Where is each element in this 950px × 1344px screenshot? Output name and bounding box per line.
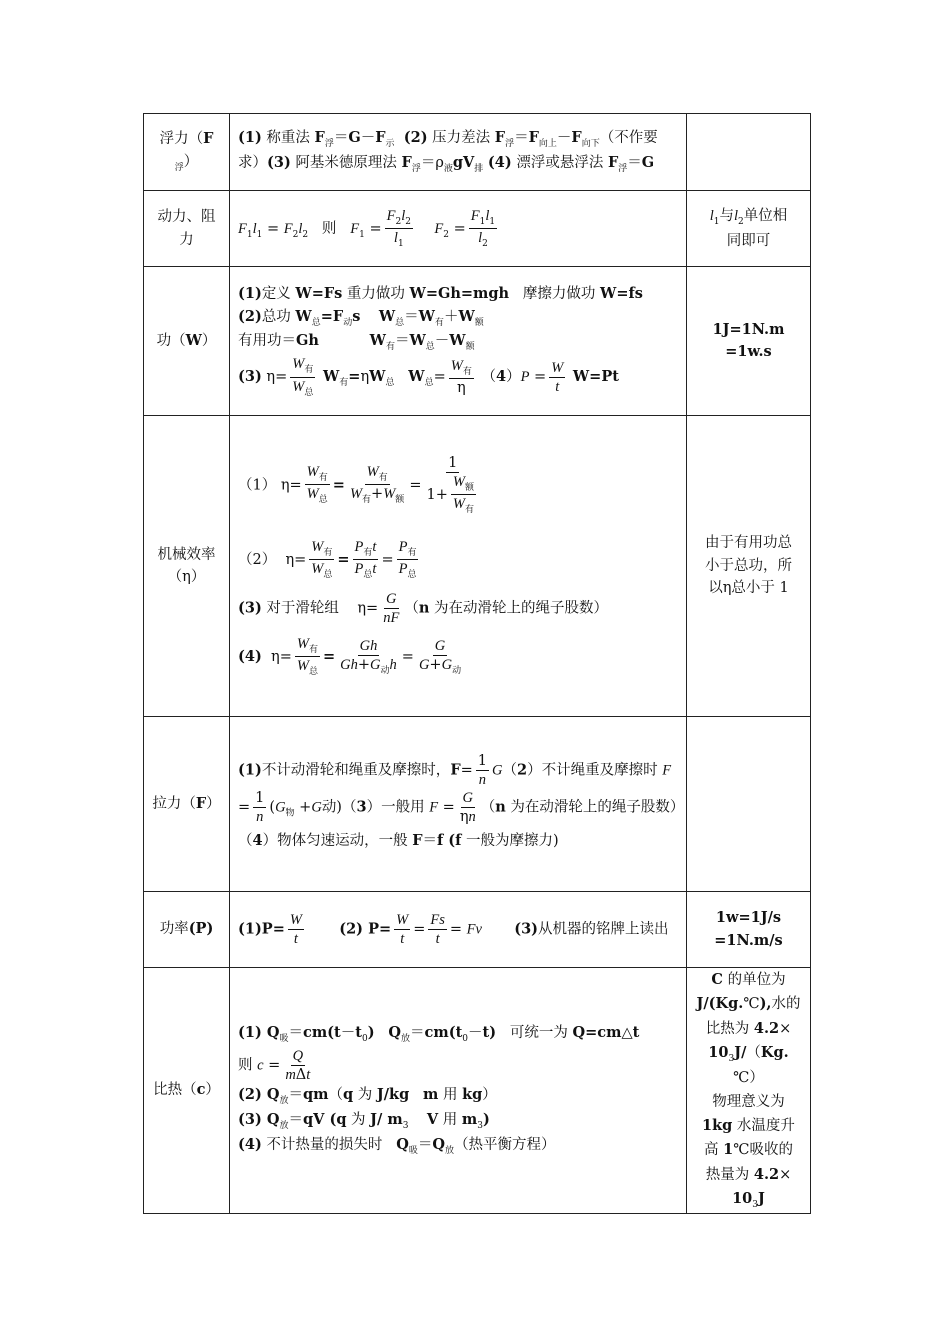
row-label-specific-heat: 比热（c） bbox=[144, 968, 230, 1214]
row-content-efficiency: （1） η= $\frac{W_有}{W_总}$ = $\frac{W_有}{W_有+W_额}$ = 1 1+ $\frac{W_额}{W_有}$ （2） η= $\frac{W_有}{W_总}$ = $\frac{P_有t}{P_总t}$ = $\frac{P_有}{P_总}$ (3) 对于滑轮组 η= $\frac{G}{nF}$ （n 为在动滑轮上的绳子股数） (4) η= $\frac{W_有}{W_总}$ = $\frac{Gh}{Gh+G_动h}$ = $\frac{G}{G+G_动}$ bbox=[230, 416, 687, 717]
row-label-efficiency: 机械效率 （η） bbox=[144, 416, 230, 717]
row-content-work: (1)定义 W=Fs 重力做功 W=Gh=mgh 摩擦力做功 W=fs (2)总功 $W_总=F_动s$ $W_总=W_有+W_额$ 有用功＝Gh $W_有=W_总-W_额$ (3) η= $\frac{W_有}{W_总}$ $W_有=\eta W_总$ $W_总=$ $\frac{W_有}{\eta}$ （4）P = $\frac{W}{t}$ W=Pt bbox=[230, 267, 687, 416]
row-label-buoyancy: 浮力（F $_浮$） bbox=[144, 114, 230, 191]
row-note-efficiency: 由于有用功总 小于总功，所 以η总小于 1 bbox=[687, 416, 811, 717]
row-note-pull-force bbox=[687, 717, 811, 892]
row-content-pull-force: (1)不计动滑轮和绳重及摩擦时，F= $\frac{1}{n}$ G（2）不计绳重及摩擦时 F = $\frac{1}{n}$ ($G_物 +G$动)（3）一般用 F = $\frac{G}{\eta n}$ （n 为在动滑轮上的绳子股数）（4）物体匀速运动，一般 F＝f (f 一般为摩擦力) bbox=[230, 717, 687, 892]
row-note-buoyancy bbox=[687, 114, 811, 191]
row-note-force-arm: $l_1$与$l_2$单位相 同即可 bbox=[687, 191, 811, 267]
row-content-buoyancy: (1) 称重法 $F_浮=G-F_示$ (2) 压力差法 $F_浮=F_{向上}-F_{向下}$（不作要求）(3) 阿基米德原理法 $F_浮=\rho_液gV_排$ (4) 漂浮或悬浮法 $F_浮=G$ bbox=[230, 114, 687, 191]
table-row bbox=[144, 892, 811, 968]
row-label-force-arm: 动力、阻 力 bbox=[144, 191, 230, 267]
table-row bbox=[144, 717, 811, 892]
table-row bbox=[144, 114, 811, 191]
row-note-power: 1w=1J/s =1N.m/s bbox=[687, 892, 811, 968]
row-content-specific-heat: (1) $Q_吸=cm(t-t_0)$ $Q_放=cm(t_0-t)$ 可统一为 Q=cm△t 则 c = $\frac{Q}{\text{mΔt}}$ (2) $Q_放=qm(q$ 为 J/kg m 用 kg） (3) $Q_放=qV$ (q 为 J/ $m_3$ V 用 $m_3$) (4) 不计热量的损失时 $Q_吸=Q_放$（热平衡方程） bbox=[230, 968, 687, 1214]
row-content-force-arm: $F_1l_1 = F_2l_2$ 则 $F_1$ = $\frac{F_2l_2}{l_1}$ $F_2$ = $\frac{F_1l_1}{l_2}$ bbox=[230, 191, 687, 267]
row-note-work: 1J=1N.m =1w.s bbox=[687, 267, 811, 416]
row-label-work: 功（W） bbox=[144, 267, 230, 416]
formula-table bbox=[143, 113, 811, 1214]
row-content-power: (1)P= $\frac{W}{t}$ (2) P= $\frac{W}{t}$ = $\frac{Fs}{t}$ = Fv (3)从机器的铭牌上读出 bbox=[230, 892, 687, 968]
table-row bbox=[144, 191, 811, 267]
row-note-specific-heat: C 的单位为 J/(Kg.℃),水的 比热为 4.2× $10_3J/(Kg$. ℃） 物理意义为 1kg 水温度升 高 1℃吸收的 热量为 4.2× $10_3J$ bbox=[687, 968, 811, 1214]
row-label-pull-force: 拉力（F） bbox=[144, 717, 230, 892]
table-row bbox=[144, 416, 811, 717]
row-label-power: 功率(P) bbox=[144, 892, 230, 968]
table-row bbox=[144, 968, 811, 1214]
table-row bbox=[144, 267, 811, 416]
